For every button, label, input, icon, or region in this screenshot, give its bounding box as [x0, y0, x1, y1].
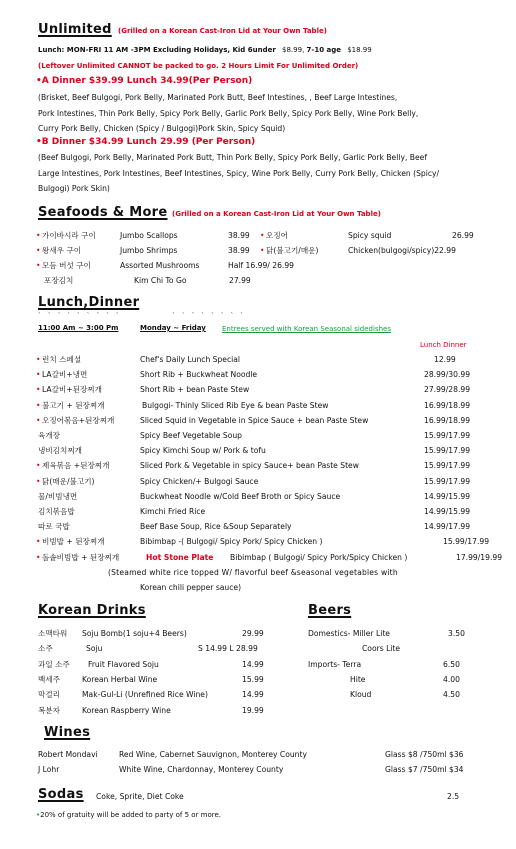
- drink-korean-name: 소주: [38, 644, 53, 654]
- dish-price: 14.99/15.99: [424, 491, 471, 501]
- stone-price: 17.99/19.99: [456, 553, 503, 562]
- lunch-dinner-row: [38, 490, 508, 503]
- drink-row: [38, 658, 278, 671]
- wine-price: Glass $7 /750ml $34: [385, 765, 464, 774]
- stone-desc-1: (Steamed white rice topped W/ flavorful beef &seasonal vegetables with: [108, 568, 398, 577]
- wine-desc: White Wine, Chardonnay, Monterey County: [119, 765, 284, 774]
- drink-price: S 14.99 L 28.99: [198, 644, 258, 654]
- seafood-ko: 가이바시라 구이: [42, 231, 96, 240]
- drink-english-name: Soju Bomb(1 soju+4 Beers): [82, 629, 187, 638]
- dish-korean-name: 육개장: [38, 431, 61, 440]
- lunch-dinner-row: [38, 520, 508, 533]
- lunch-dinner-row: [38, 353, 508, 366]
- stone-en: Bibimbap ( Bulgogi/ Spicy Pork/Spicy Chicken ): [230, 553, 408, 562]
- seafood-row: [38, 229, 498, 242]
- bullet: •: [36, 370, 41, 380]
- drink-korean-name: 백세주: [38, 674, 61, 684]
- dish-korean-name: 닭(매운/불고기): [42, 476, 95, 486]
- seafood-en2: Spicy squid: [348, 231, 392, 240]
- bullet: •: [36, 385, 41, 395]
- seafood-en: Jumbo Shrimps: [120, 246, 178, 255]
- bullet: •: [36, 246, 41, 255]
- drink-english-name: Fruit Flavored Soju: [88, 659, 159, 669]
- a-dinner-text: A Dinner $39.99 Lunch 34.99(Per Person): [41, 76, 253, 86]
- dish-price: 16.99/18.99: [424, 415, 471, 425]
- b-items-3: Bulgogi) Pork Skin): [38, 184, 110, 193]
- bullet: •: [260, 246, 265, 255]
- bullet: •: [36, 476, 41, 486]
- dish-english-name: Spicy Beef Vegetable Soup: [140, 431, 242, 440]
- drink-row: [38, 627, 278, 640]
- dish-english-name: Bulgogi- Thinly Sliced Rib Eye & bean Paste Stew: [142, 400, 329, 410]
- b-dinner: •B Dinner $34.99 Lunch 29.99 (Per Person): [36, 137, 256, 147]
- sodas-items: Coke, Sprite, Diet Coke: [96, 792, 184, 801]
- lunch-dinner-row: [38, 429, 508, 442]
- b-items-1: (Beef Bulgogi, Pork Belly, Marinated Pork Butt, Thin Pork Belly, Spicy Pork Belly, Garlic Pork Belly, Beef: [38, 153, 427, 162]
- seafood-price2: 26.99: [452, 231, 474, 240]
- dish-price: 15.99/17.99: [443, 537, 490, 547]
- drink-row: [38, 688, 278, 701]
- unlimited-title: Unlimited: [38, 22, 112, 37]
- stone-ko: 돌솥비빔밥 + 된장찌개: [42, 553, 120, 562]
- bullet: •: [36, 231, 41, 240]
- dish-english-name: Sliced Pork & Vegetable in spicy Sauce+ bean Paste Stew: [140, 461, 359, 471]
- lunch-dinner-row: [38, 459, 508, 472]
- dish-korean-name: 오징어볶음+된장찌개: [42, 415, 115, 425]
- dish-korean-name: 김치볶음밥: [38, 507, 75, 516]
- dish-english-name: Chef's Daily Lunch Special: [140, 355, 241, 364]
- drink-price: 14.99: [242, 659, 264, 669]
- bullet: •: [36, 553, 41, 562]
- dish-price: 15.99/17.99: [424, 431, 471, 440]
- dish-english-name: Short Rib + bean Paste Stew: [140, 385, 250, 395]
- korean-drinks-title: Korean Drinks: [38, 603, 146, 618]
- a-dinner: •A Dinner $39.99 Lunch 34.99(Per Person): [36, 76, 253, 86]
- seafood-price: 38.99: [228, 246, 250, 255]
- dish-english-name: Spicy Chicken/+ Bulgogi Sauce: [140, 476, 259, 486]
- bullet: •: [36, 415, 41, 425]
- lunch-dinner-row: [38, 535, 508, 548]
- dish-price: 15.99/17.99: [424, 446, 471, 456]
- seafood-en: Kim Chi To Go: [134, 276, 187, 285]
- dish-korean-name: 불고기 + 된장찌개: [42, 400, 105, 410]
- age-note: 7-10 age: [306, 46, 341, 54]
- dish-english-name: Bibimbap -( Bulgogi/ Spicy Pork/ Spicy Chicken ): [140, 537, 323, 547]
- bullet: •: [36, 261, 41, 270]
- seafood-ko2: 오징어: [266, 231, 289, 240]
- dish-korean-name: 런치 스페셜: [42, 355, 82, 364]
- wine-name: J Lohr: [38, 765, 60, 774]
- bullet: •: [260, 231, 265, 240]
- bullet: •: [36, 355, 41, 364]
- seafood-en: Jumbo Scallops: [120, 231, 178, 240]
- lunch-note: [38, 46, 372, 54]
- dish-price: 14.99/17.99: [424, 522, 471, 532]
- dish-english-name: Kimchi Fried Rice: [140, 507, 206, 516]
- drink-english-name: Mak-Gul-Li (Unrefined Rice Wine): [82, 690, 208, 700]
- drink-price: 19.99: [242, 705, 264, 715]
- dish-price: 16.99/18.99: [424, 400, 471, 410]
- drink-row: [38, 642, 278, 655]
- dish-price: 14.99/15.99: [424, 507, 471, 516]
- lunch-dinner-row: [38, 444, 508, 457]
- seafood-ko2: 닭(불고기/매운): [266, 246, 319, 255]
- drink-row: [38, 673, 278, 686]
- lunch-dinner-row: [38, 368, 508, 381]
- lunch-dinner-row: [38, 475, 508, 488]
- dish-english-name: Spicy Kimchi Soup w/ Pork & tofu: [140, 446, 266, 456]
- beer-price: 4.50: [443, 690, 460, 699]
- dish-price: 27.99/28.99: [424, 385, 471, 395]
- wines-title: Wines: [44, 725, 91, 740]
- drink-price: 15.99: [242, 674, 264, 684]
- dish-english-name: Short Rib + Buckwheat Noodle: [140, 370, 258, 380]
- dish-korean-name: LA갈비+냉면: [42, 370, 88, 380]
- a-items-2: Pork Intestines, Thin Pork Belly, Spicy Pork Belly, Garlic Pork Belly, Spicy Pork Belly, Wine Pork Belly,: [38, 109, 419, 118]
- drink-english-name: Korean Raspberry Wine: [82, 705, 171, 715]
- drink-price: 29.99: [242, 629, 264, 638]
- seafood-row: [38, 244, 498, 257]
- hours: 11:00 Am ~ 3:00 Pm: [38, 324, 119, 332]
- dish-english-name: Beef Base Soup, Rice &Soup Separately: [140, 522, 292, 532]
- gratuity-text: 20% of gratuity will be added to party of 5 or more.: [40, 811, 222, 819]
- seafood-subtitle: (Grilled on a Korean Cast-Iron Lid at Your Own Table): [172, 210, 381, 218]
- dish-korean-name: 따로 국밥: [38, 522, 70, 532]
- bullet: •: [36, 537, 41, 547]
- bullet: •: [36, 461, 41, 471]
- lunch-dinner-col-header: Lunch Dinner: [420, 341, 467, 349]
- dish-price: 12.99: [434, 355, 456, 364]
- dish-english-name: Sliced Squid in Vegetable in Spice Sauce + bean Paste Stew: [140, 415, 369, 425]
- seafood-title: Seafoods & More: [38, 205, 168, 220]
- drink-korean-name: 과일 소주: [38, 659, 70, 669]
- dish-price: 28.99/30.99: [424, 370, 471, 380]
- a-items-1: (Brisket, Beef Bulgogi, Pork Belly, Marinated Pork Butt, Beef Intestines, , Beef Large Intestines,: [38, 93, 398, 102]
- seafood-price: Half 16.99/ 26.99: [228, 261, 295, 270]
- dish-korean-name: 냉비김치찌개: [38, 446, 83, 456]
- a-items-3: Curry Pork Belly, Chicken (Spicy / Bulgogi)Pork Skin, Spicy Squid): [38, 124, 286, 133]
- dish-price: 15.99/17.99: [424, 461, 471, 471]
- lunch-dinner-row: [38, 505, 508, 518]
- dish-korean-name: 제육볶음 +된장찌개: [42, 461, 110, 471]
- drink-korean-name: 복분자: [38, 705, 61, 715]
- beer-price: 6.50: [443, 660, 460, 669]
- b-dinner-text: B Dinner $34.99 Lunch 29.99 (Per Person): [41, 137, 256, 147]
- drink-english-name: Soju: [86, 644, 103, 654]
- stone-desc-2: Korean chili pepper sauce): [140, 583, 242, 592]
- lunch-price-1: $8.99,: [282, 46, 305, 54]
- beer-price: 3.50: [448, 629, 465, 638]
- seafood-price: 38.99: [228, 231, 250, 240]
- seafood-row: [38, 259, 498, 272]
- days: Monday ~ Friday: [140, 324, 206, 332]
- beers-title: Beers: [308, 603, 352, 618]
- gratuity-note: [36, 811, 221, 819]
- tilde-decoration: ` ` ` ` ` ` ` ` ` ` ` ` ` ` ` ` `: [38, 312, 246, 320]
- lunch-price-2: $18.99: [347, 46, 372, 54]
- sodas-price: 2.5: [447, 792, 460, 801]
- dish-korean-name: LA갈비+된장찌개: [42, 385, 102, 395]
- beer-row: Imports- Terra: [308, 660, 362, 669]
- drink-korean-name: 막걸리: [38, 690, 61, 700]
- drink-korean-name: 소맥타워: [38, 629, 68, 638]
- lunch-dinner-title: Lunch,Dinner: [38, 295, 140, 310]
- wine-price: Glass $8 /750ml $36: [385, 750, 464, 759]
- lunch-note-text: Lunch: MON-FRI 11 AM -3PM Excluding Holidays, Kid 6under: [38, 46, 276, 54]
- wine-desc: Red Wine, Cabernet Sauvignon, Monterey County: [119, 750, 307, 759]
- dish-english-name: Buckwheat Noodle w/Cold Beef Broth or Spicy Sauce: [140, 491, 341, 501]
- beer-row: Domestics- Miller Lite: [308, 629, 390, 638]
- lunch-dinner-row: [38, 399, 508, 412]
- seafood-row: [38, 274, 498, 287]
- bullet: •: [36, 811, 41, 819]
- wine-name: Robert Mondavi: [38, 750, 98, 759]
- beer-row: Hite: [350, 675, 366, 684]
- dish-korean-name: 비빔밥 + 된장찌개: [42, 537, 105, 547]
- dish-price: 15.99/17.99: [424, 476, 471, 486]
- seafood-ko: 포장김치: [44, 276, 74, 285]
- dish-korean-name: 물/비빔냉면: [38, 491, 78, 501]
- seafood-en2: Chicken(bulgogi/spicy)22.99: [348, 246, 456, 255]
- unlimited-subtitle: (Grilled on a Korean Cast-Iron Lid at Your Own Table): [118, 27, 327, 35]
- drink-price: 14.99: [242, 690, 264, 700]
- beer-price: 4.00: [443, 675, 460, 684]
- seafood-ko: 모듬 버섯 구이: [42, 261, 91, 270]
- drink-english-name: Korean Herbal Wine: [82, 674, 158, 684]
- beer-row: Kloud: [350, 690, 372, 699]
- lunch-dinner-row: [38, 414, 508, 427]
- b-items-2: Large Intestines, Pork Intestines, Beef Intestines, Spicy, Wine Pork Belly, Curry Pork Belly, Chicken (Spicy/: [38, 169, 440, 178]
- drink-row: [38, 704, 278, 717]
- seafood-price: 27.99: [229, 276, 251, 285]
- stone-bibimbap-row: [38, 551, 508, 564]
- seafood-en: Assorted Mushrooms: [120, 261, 200, 270]
- leftover-note: (Leftover Unlimited CANNOT be packed to go. 2 Hours Limit For Unlimited Order): [38, 62, 359, 70]
- stone-label: Hot Stone Plate: [146, 553, 214, 562]
- lunch-dinner-row: [38, 383, 508, 396]
- bullet: •: [36, 400, 41, 410]
- seafood-ko: 왕새우 구이: [42, 246, 82, 255]
- sodas-title: Sodas: [38, 787, 84, 802]
- entrees-note: Entrees served with Korean Seasonal sidedishes: [222, 325, 391, 333]
- beer-row: Coors Lite: [362, 644, 401, 653]
